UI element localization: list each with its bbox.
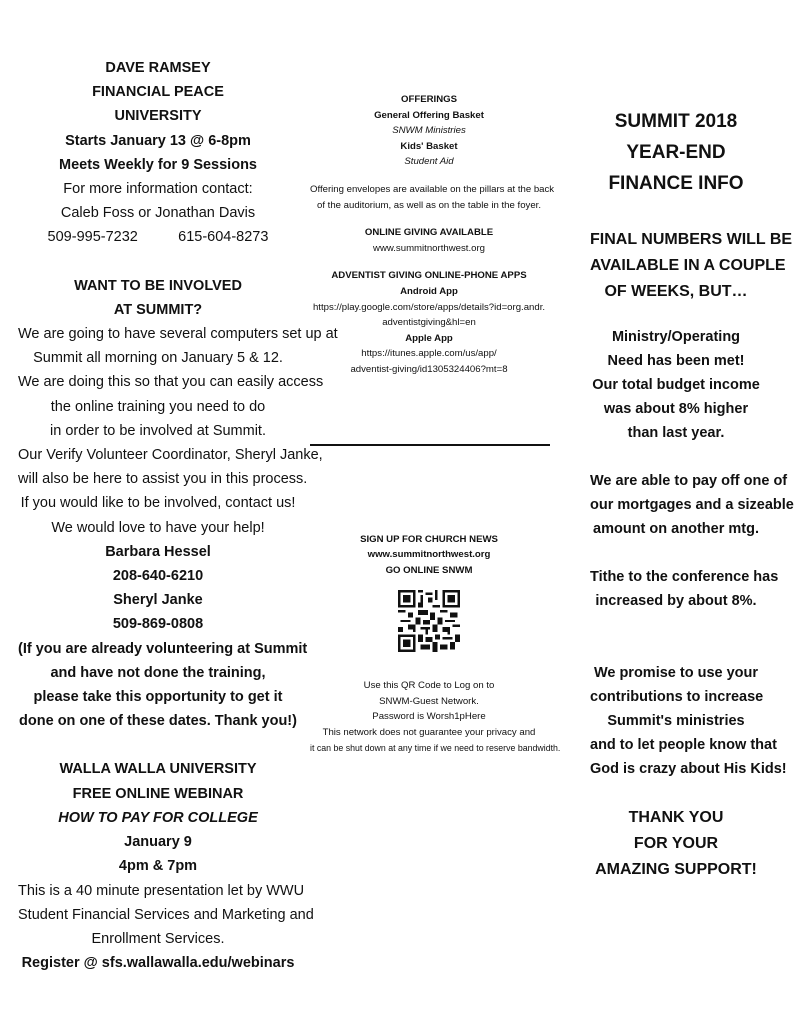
involved-body-1: We are going to have several computers set up at (18, 326, 338, 343)
frc-starts: Starts January 13 @ 6-8pm (65, 132, 251, 149)
left-column (18, 56, 338, 975)
online-giving-url[interactable]: www.summitnorthwest.org (373, 242, 485, 254)
android-url-2[interactable]: adventistgiving&hl=en (382, 317, 476, 329)
frc-title-1: DAVE RAMSEY (105, 60, 211, 76)
involved-body-8: If you would like to be involved, contact us! (20, 495, 296, 512)
final-numbers-1: FINAL NUMBERS WILL BE (590, 231, 793, 248)
frc-meets: Meets Weekly for 9 Sessions (59, 156, 257, 173)
involved-body-7: will also be here to assist you in this process. (18, 471, 308, 488)
middle-column (310, 92, 561, 756)
volunteer-note-2: and have not done the training, (50, 664, 266, 681)
qr-code-icon[interactable] (398, 590, 460, 652)
envelopes-1: Offering envelopes are available on the pillars at the back (310, 183, 555, 195)
thanks-2: FOR YOUR (633, 835, 719, 852)
involved-body-3: We are doing this so that you can easily access (18, 374, 324, 391)
involved-body-2: Summit all morning on January 5 & 12. (33, 350, 283, 367)
frc-title-3: UNIVERSITY (114, 108, 202, 125)
ministry-4: was about 8% higher (603, 401, 749, 417)
promise-3: Summit's ministries (607, 713, 745, 729)
year-end-title-2: YEAR-END (626, 142, 726, 163)
contact2-name: Sheryl Janke (113, 592, 203, 609)
android-url-1[interactable]: https://play.google.com/store/apps/details?id=org.andr. (312, 301, 546, 313)
volunteer-note-1: (If you are already volunteering at Summit (18, 640, 308, 657)
wwu-body-3: Enrollment Services. (91, 930, 225, 947)
year-end-title-1: SUMMIT 2018 (614, 111, 738, 132)
ministry-5: than last year. (627, 425, 725, 441)
final-numbers-3: OF WEEKS, BUT… (604, 283, 748, 300)
contact1-name: Barbara Hessel (105, 543, 211, 560)
involved-body-6: Our Verify Volunteer Coordinator, Sheryl Janke, (18, 447, 323, 464)
mortgage-3: amount on another mtg. (593, 521, 759, 537)
qr-note-5: it can be shut down at any time if we need to reserve bandwidth. (310, 742, 561, 753)
snwm-ministries: SNWM Ministries (392, 125, 466, 137)
promise-2: contributions to increase (590, 689, 764, 705)
android-label: Android App (400, 285, 458, 297)
frc-phones: 509-995-7232 615-604-8273 (47, 229, 269, 246)
promise-1: We promise to use your (593, 665, 759, 681)
right-column (590, 106, 794, 883)
involved-body-9: We would love to have your help! (51, 519, 265, 536)
wwu-title-1: WALLA WALLA UNIVERSITY (59, 761, 257, 778)
contact1-phone: 208-640-6210 (112, 568, 204, 585)
envelopes-2: of the auditorium, as well as on the table in the foyer. (317, 199, 541, 211)
wwu-body-1: This is a 40 minute presentation let by WWU (18, 882, 305, 899)
wwu-date: January 9 (124, 834, 192, 851)
frc-contacts: Caleb Foss or Jonathan Davis (60, 205, 256, 222)
adventist-title: ADVENTIST GIVING ONLINE-PHONE APPS (331, 270, 527, 282)
mortgage-1: We are able to pay off one of (590, 473, 788, 489)
online-giving-title: ONLINE GIVING AVAILABLE (364, 227, 494, 239)
ministry-2: Need has been met! (607, 353, 745, 369)
student-aid: Student Aid (404, 156, 454, 168)
volunteer-note-3: please take this opportunity to get it (33, 689, 283, 706)
thanks-1: THANK YOU (628, 809, 724, 826)
final-numbers-2: AVAILABLE IN A COUPLE (590, 257, 786, 274)
involved-title-2: AT SUMMIT? (113, 301, 203, 318)
ministry-3: Our total budget income (592, 377, 760, 393)
mortgage-2: our mortgages and a sizeable (590, 497, 794, 513)
general-basket: General Offering Basket (374, 109, 484, 121)
apple-label: Apple App (405, 332, 453, 344)
promise-5: God is crazy about His Kids! (590, 761, 787, 777)
news-title: SIGN UP FOR CHURCH NEWS (360, 533, 498, 545)
year-end-title-3: FINANCE INFO (608, 173, 744, 194)
volunteer-note-4: done on one of these dates. Thank you!) (19, 713, 297, 730)
qr-note-2: SNWM-Guest Network. (379, 695, 479, 707)
thanks-3: AMAZING SUPPORT! (595, 861, 757, 878)
apple-url-1[interactable]: https://itunes.apple.com/us/app/ (361, 348, 497, 360)
apple-url-2[interactable]: adventist-giving/id1305324406?mt=8 (350, 363, 508, 375)
tithe-2: increased by about 8%. (595, 593, 757, 609)
qr-note-3: Password is Worsh1pHere (372, 711, 486, 723)
frc-info: For more information contact: (63, 181, 253, 198)
wwu-time: 4pm & 7pm (118, 858, 198, 875)
qr-note-1: Use this QR Code to Log on to (363, 680, 495, 692)
offerings-title: OFFERINGS (401, 94, 457, 105)
promise-4: and to let people know that (590, 737, 777, 753)
involved-body-5: in order to be involved at Summit. (50, 422, 266, 439)
wwu-register: Register @ sfs.wallawalla.edu/webinars (21, 955, 295, 972)
wwu-subtitle: HOW TO PAY FOR COLLEGE (58, 809, 258, 826)
wwu-title-2: FREE ONLINE WEBINAR (72, 785, 244, 802)
ministry-1: Ministry/Operating (611, 329, 741, 345)
involved-body-4: the online training you need to do (50, 398, 266, 415)
frc-title-2: FINANCIAL PEACE (92, 84, 224, 101)
contact2-phone: 509-869-0808 (112, 616, 204, 633)
involved-title-1: WANT TO BE INVOLVED (74, 277, 242, 294)
qr-note-4: This network does not guarantee your privacy and (322, 727, 536, 739)
kids-basket: Kids' Basket (400, 140, 458, 152)
wwu-body-2: Student Financial Services and Marketing and (18, 906, 314, 923)
news-go: GO ONLINE SNWM (385, 564, 473, 576)
tithe-1: Tithe to the conference has (590, 569, 779, 585)
news-url[interactable]: www.summitnorthwest.org (367, 549, 491, 561)
